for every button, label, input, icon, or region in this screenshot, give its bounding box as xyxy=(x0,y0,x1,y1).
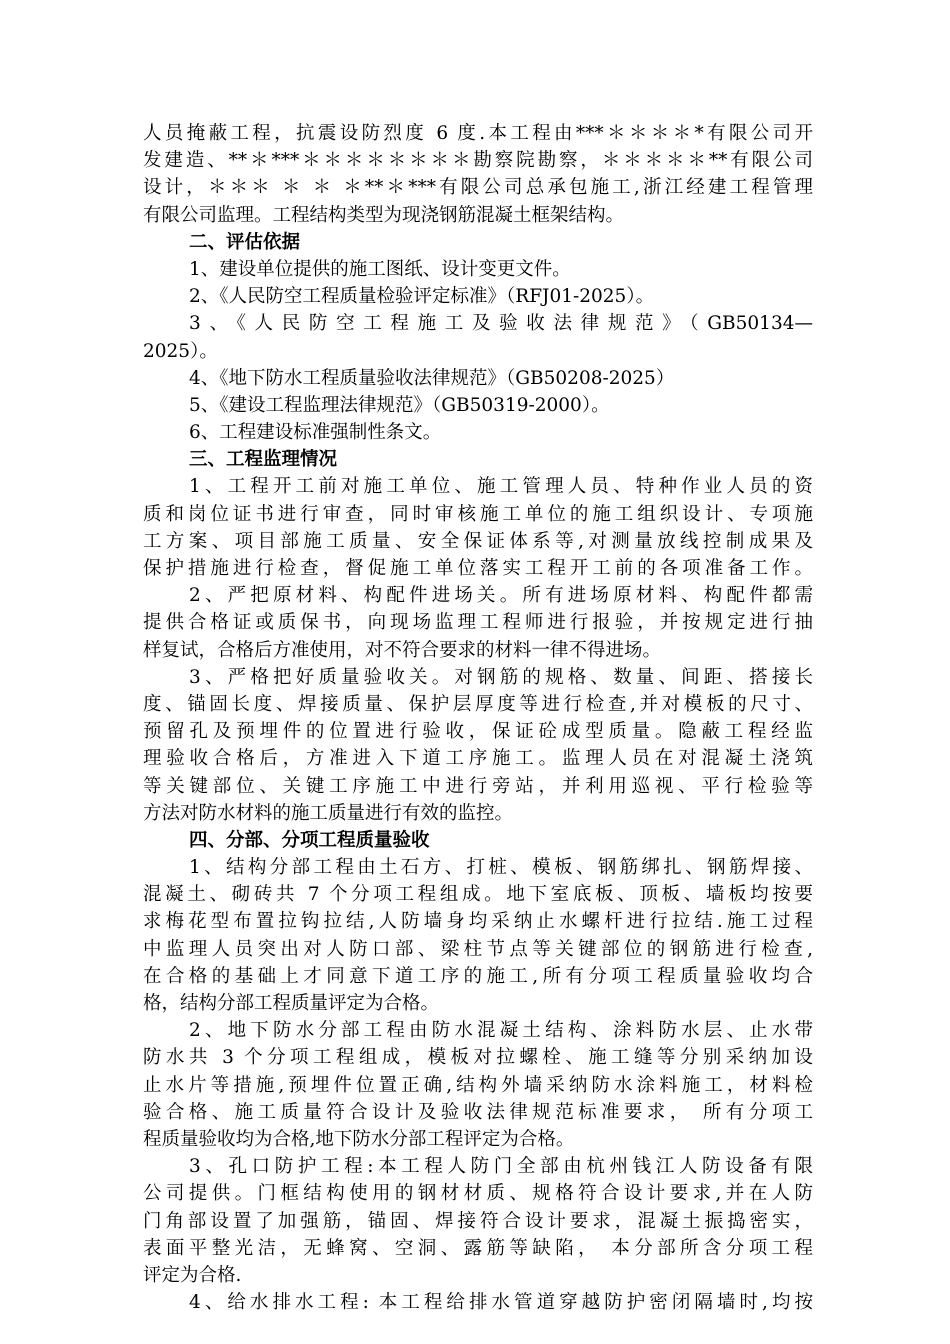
text-line: 公司提供。门框结构使用的钢材材质、规格符合设计要求,并在人防 xyxy=(143,1183,813,1205)
text-line: 中监理人员突出对人防口部、梁柱节点等关键部位的钢筋进行检查, xyxy=(143,938,813,960)
section-heading: 三、工程监理情况 xyxy=(189,449,338,471)
text-line: 等关键部位、关键工序施工中进行旁站，并利用巡视、平行检验等 xyxy=(143,775,813,797)
text-line: 2、严把原材料、构配件进场关。所有进场原材料、构配件都需 xyxy=(189,585,813,607)
text-line: 4、给水排水工程: 本工程给排水管道穿越防护密闭隔墙时,均按 xyxy=(189,1292,813,1314)
text-line: 3、严格把好质量验收关。对钢筋的规格、数量、间距、搭接长 xyxy=(189,666,813,688)
text-line: 验合格、施工质量符合设计及验收法律规范标准要求， 所有分项工 xyxy=(143,1101,813,1123)
text-line: 有限公司监理。工程结构类型为现浇钢筋混凝土框架结构。 xyxy=(143,204,625,226)
text-line: 保护措施进行检查，督促施工单位落实工程开工前的各项准备工作。 xyxy=(143,558,813,579)
section-heading: 四、分部、分项工程质量验收 xyxy=(189,829,430,851)
text-line: 防水共 3 个分项工程组成，模板对拉螺栓、施工缝等分别采纳加设 xyxy=(143,1047,813,1069)
text-line: 止水片等措施,预埋件位置正确,结构外墙采纳防水涂料施工，材料检 xyxy=(143,1074,813,1096)
text-line: 5、《建设工程监理法律规范》（GB50319-2000）。 xyxy=(189,394,610,416)
text-line: 评定为合格. xyxy=(143,1264,242,1286)
text-line: 1、工程开工前对施工单位、施工管理人员、特种作业人员的资 xyxy=(189,476,813,498)
text-line: 提供合格证或质保书，向现场监理工程师进行报验，并按规定进行抽 xyxy=(143,612,813,634)
text-line: 求梅花型布置拉钩拉结,人防墙身均采纳止水螺杆进行拉结.施工过程 xyxy=(143,911,813,933)
text-line: 人员掩蔽工程，抗震设防烈度 6 度.本工程由***＊＊＊＊*有限公司开 xyxy=(143,123,813,144)
text-line: 6、工程建设标准强制性条文。 xyxy=(189,422,442,444)
text-line: 2025）。 xyxy=(143,340,218,362)
text-line: 3、孔口防护工程:本工程人防门全部由杭州钱江人防设备有限 xyxy=(189,1156,813,1178)
text-line: 门角部设置了加强筋，锚固、焊接符合设计要求，混凝土振捣密实， xyxy=(143,1210,813,1232)
text-line: 程质量验收均为合格,地下防水分部工程评定为合格。 xyxy=(143,1128,575,1150)
text-line: 2、地下防水分部工程由防水混凝土结构、涂料防水层、止水带 xyxy=(189,1020,813,1042)
text-line: 表面平整光洁，无蜂窝、空洞、露筋等缺陷， 本分部所含分项工程 xyxy=(143,1237,813,1259)
text-line: 方法对防水材料的施工质量进行有效的监控。 xyxy=(143,802,514,824)
section-heading: 二、评估依据 xyxy=(189,231,301,253)
text-line: 工方案、项目部施工质量、安全保证体系等,对测量放线控制成果及 xyxy=(143,530,813,552)
text-line: 4、《地下防水工程质量验收法律规范》（GB50208-2025） xyxy=(189,367,675,389)
text-line: 1、结构分部工程由土石方、打桩、模板、钢筋绑扎、钢筋焊接、 xyxy=(189,857,813,879)
text-line: 理验收合格后，方准进入下道工序施工。监理人员在对混凝土浇筑 xyxy=(143,748,813,770)
text-line: 在合格的基础上才同意下道工序的施工,所有分项工程质量验收均合 xyxy=(143,965,813,987)
text-line: 设计，＊＊＊ ＊ ＊ ＊**＊***有限公司总承包施工,浙江经建工程管理 xyxy=(143,177,813,199)
text-line: 混凝土、砌砖共 7 个分项工程组成。地下室底板、顶板、墙板均按要 xyxy=(143,884,813,906)
document-body xyxy=(143,120,813,1316)
text-line: 样复试，合格后方准使用，对不符合要求的材料一律不得进场。 xyxy=(143,639,662,661)
text-line: 度、锚固长度、焊接质量、保护层厚度等进行检查,并对模板的尺寸、 xyxy=(143,693,813,715)
text-line: 3、《人民防空工程施工及验收法律规范》（GB50134— xyxy=(189,313,813,335)
text-line: 预留孔及预埋件的位置进行验收，保证砼成型质量。隐蔽工程经监 xyxy=(143,721,813,743)
text-line: 2、《人民防空工程质量检验评定标准》（RFJ01-2025）。 xyxy=(189,286,655,308)
text-line: 格，结构分部工程质量评定为合格。 xyxy=(143,993,440,1014)
text-line: 发建造、**＊***＊＊＊＊＊＊＊＊勘察院勘察，＊＊＊＊＊**有限公司 xyxy=(143,150,813,172)
text-line: 质和岗位证书进行审查，同时审核施工单位的施工组织设计、专项施 xyxy=(143,503,813,525)
text-line: 1、建设单位提供的施工图纸、设计变更文件。 xyxy=(189,258,571,280)
